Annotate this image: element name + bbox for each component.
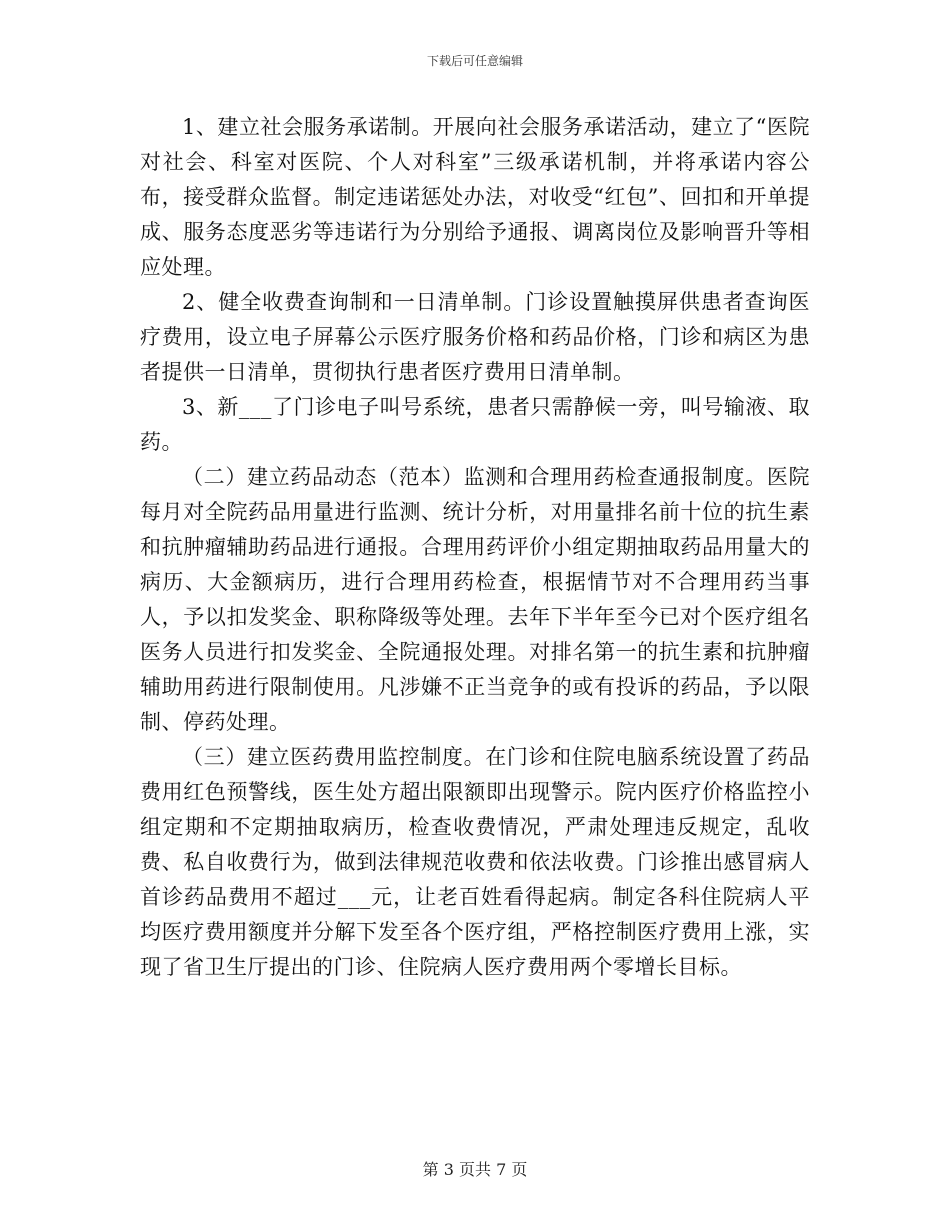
page-header: 下载后可任意编辑 <box>426 54 523 68</box>
paragraph-queue-system: 3、新___了门诊电子叫号系统，患者只需静候一旁，叫号输液、取药。 <box>140 395 810 454</box>
document-body <box>140 110 810 985</box>
paragraph-cost-control: （三）建立医药费用监控制度。在门诊和住院电脑系统设置了药品费用红色预警线，医生处方超出限额即出现警示。院内医疗价格监控小组定期和不定期抽取病历，检查收费情况，严肃处理违反规定，乱收费、私自收费行为，做到法律规范收费和依法收费。门诊推出感冒病人首诊药品费用不超过___元，让老百姓看得起病。制定各科住院病人平均医疗费用额度并分解下发至各个医疗组，严格控制医疗费用上涨，实现了省卫生厅提出的门诊、住院病人医疗费用两个零增长目标。 <box>140 745 810 979</box>
page-footer: 第 3 页共 7 页 <box>422 1160 528 1179</box>
paragraph-fee-inquiry: 2、健全收费查询制和一日清单制。门诊设置触摸屏供患者查询医疗费用，设立电子屏幕公示医疗服务价格和药品价格，门诊和病区为患者提供一日清单，贯彻执行患者医疗费用日清单制。 <box>140 290 810 384</box>
paragraph-service-commitment: 1、建立社会服务承诺制。开展向社会服务承诺活动，建立了“医院对社会、科室对医院、个人对科室”三级承诺机制，并将承诺内容公布，接受群众监督。制定违诺惩处办法，对收受“红包”、回扣和开单提成、服务态度恶劣等违诺行为分别给予通报、调离岗位及影响晋升等相应处理。 <box>140 115 810 279</box>
paragraph-drug-monitoring: （二）建立药品动态（范本）监测和合理用药检查通报制度。医院每月对全院药品用量进行监测、统计分析，对用量排名前十位的抗生素和抗肿瘤辅助药品进行通报。合理用药评价小组定期抽取药品用量大的病历、大金额病历，进行合理用药检查，根据情节对不合理用药当事人，予以扣发奖金、职称降级等处理。去年下半年至今已对个医疗组名医务人员进行扣发奖金、全院通报处理。对排名第一的抗生素和抗肿瘤辅助用药进行限制使用。凡涉嫌不正当竞争的或有投诉的药品，予以限制、停药处理。 <box>140 465 810 734</box>
